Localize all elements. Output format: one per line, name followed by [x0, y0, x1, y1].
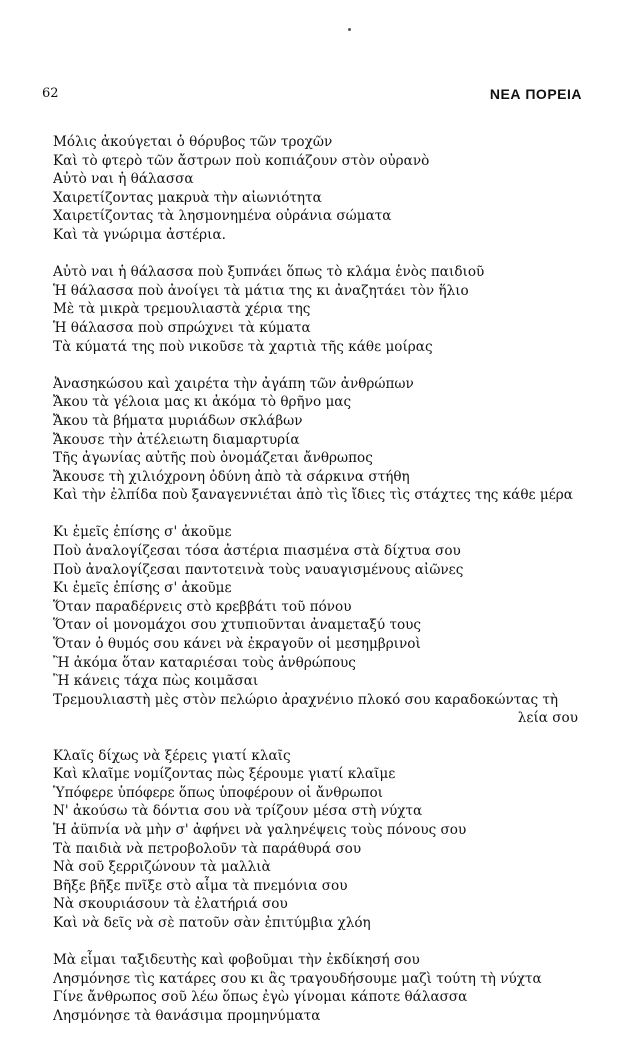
poem-line: Ν' ἀκούσω τὰ δόντια σου νὰ τρίζουν μέσα στὴ νύχτα	[53, 803, 423, 820]
poem-line: Τὰ κύματά της ποὺ νικοῦσε τὰ χαρτιὰ τῆς κάθε μοίρας	[53, 338, 433, 355]
poem-line: Κι ἐμεῖς ἐπίσης σ' ἀκοῦμε	[53, 580, 232, 597]
poem-line: Ἄκουσε τὴ χιλιόχρονη ὀδύνη ἀπὸ τὰ σάρκινα στήθη	[53, 468, 410, 485]
poem-line: Ἀνασηκώσου καὶ χαιρέτα τὴν ἀγάπη τῶν ἀνθρώπων	[53, 375, 414, 392]
poem-line: Κλαῖς δίχως νὰ ξέρεις γιατί κλαῖς	[53, 747, 291, 764]
poem-body	[53, 133, 598, 1044]
poem-line: Ἡ ἀϋπνία νὰ μὴν σ' ἀφήνει νὰ γαληνέψεις τοὺς πόνους σου	[53, 821, 467, 838]
stanza	[53, 523, 598, 728]
poem-line: Λησμόνησε τὶς κατάρες σου κι ἂς τραγουδήσουμε μαζὶ τούτη τὴ νύχτα	[53, 970, 542, 987]
running-title: ΝΕΑ ΠΟΡΕΙΑ	[489, 86, 582, 102]
poem-line: Ἢ κάνεις τάχα πὼς κοιμᾶσαι	[53, 673, 259, 690]
poem-line: Αὐτὸ ναι ἡ θάλασσα ποὺ ξυπνάει ὅπως τὸ κλάμα ἑνὸς παιδιοῦ	[53, 264, 485, 281]
stanza	[53, 263, 598, 356]
poem-line: Λησμόνησε τὰ θανάσιμα προμηνύματα	[53, 1007, 321, 1024]
poem-line: Τὰ παιδιὰ νὰ πετροβολοῦν τὰ παράθυρά σου	[53, 840, 362, 857]
stanza	[53, 375, 598, 505]
poem-line: Ἡ θάλασσα ποὺ ἀνοίγει τὰ μάτια της κι ἀναζητάει τὸν ἥλιο	[53, 282, 469, 299]
poem-line: Ὅταν ὁ θυμός σου κάνει νὰ ἐκραγοῦν οἱ μεσημβρινοὶ	[53, 636, 421, 653]
stanza	[53, 747, 598, 933]
poem-line: Καὶ τὸ φτερὸ τῶν ἄστρων ποὺ κοπιάζουν στὸν οὐρανὸ	[53, 152, 430, 169]
scan-speck	[348, 28, 351, 31]
poem-line: Κι ἐμεῖς ἐπίσης σ' ἀκοῦμε	[53, 524, 232, 541]
poem-line: Ἄκουσε τὴν ἀτέλειωτη διαμαρτυρία	[53, 431, 300, 448]
poem-line: Καὶ τὰ γνώριμα ἀστέρια.	[53, 226, 226, 243]
poem-line: Καὶ κλαῖμε νομίζοντας πὼς ξέρουμε γιατί κλαῖμε	[53, 766, 396, 783]
page-header	[42, 86, 582, 106]
poem-line: Μὰ εἶμαι ταξιδευτὴς καὶ φοβοῦμαι τὴν ἐκδίκησή σου	[53, 952, 420, 969]
poem-line: Αὐτὸ ναι ἡ θάλασσα	[53, 171, 194, 188]
poem-line: Γίνε ἄνθρωπος σοῦ λέω ὅπως ἐγὼ γίνομαι κάποτε θάλασσα	[53, 989, 468, 1006]
poem-line: Ὑπόφερε ὑπόφερε ὅπως ὑποφέρουν οἱ ἄνθρωποι	[53, 784, 383, 801]
poem-line: Ἄκου τὰ γέλοια μας κι ἀκόμα τὸ θρῆνο μας	[53, 394, 352, 411]
poem-line: Χαιρετίζοντας τὰ λησμονημένα οὐράνια σώματα	[53, 208, 392, 225]
poem-line: Τῆς ἀγωνίας αὐτῆς ποὺ ὀνομάζεται ἄνθρωπος	[53, 450, 373, 467]
poem-line-continuation: λεία σου	[517, 710, 578, 727]
poem-line: Ἢ ἀκόμα ὅταν καταριέσαι τοὺς ἀνθρώπους	[53, 654, 356, 671]
poem-line: Ποὺ ἀναλογίζεσαι τόσα ἀστέρια πιασμένα στὰ δίχτυα σου	[53, 543, 461, 560]
page-number: 62	[42, 86, 59, 101]
poem-line: Ποὺ ἀναλογίζεσαι παντοτεινὰ τοὺς ναυαγισμένους αἰῶνες	[53, 561, 464, 578]
poem-line: Νὰ σκουριάσουν τὰ ἐλατήριά σου	[53, 896, 288, 913]
poem-line: Καὶ νὰ δεῖς νὰ σὲ πατοῦν σὰν ἐπιτύμβια χλόη	[53, 914, 371, 931]
poem-line: Καὶ τὴν ἐλπίδα ποὺ ξαναγεννιέται ἀπὸ τὶς ἴδιες τὶς στάχτες της κάθε μέρα	[53, 487, 573, 504]
poem-line: Νὰ σοῦ ξερριζώνουν τὰ μαλλιὰ	[53, 859, 271, 876]
poem-line: Ὅταν οἱ μονομάχοι σου χτυπιοῦνται ἀναμεταξύ τους	[53, 617, 422, 634]
poem-line: Ἡ θάλασσα ποὺ σπρώχνει τὰ κύματα	[53, 319, 311, 336]
stanza	[53, 133, 598, 245]
poem-line: Βῆξε βῆξε πνῖξε στὸ αἷμα τὰ πνεμόνια σου	[53, 877, 348, 894]
poem-line: Ἄκου τὰ βήματα μυριάδων σκλάβων	[53, 412, 303, 429]
poem-line: Μὲ τὰ μικρὰ τρεμουλιαστὰ χέρια της	[53, 301, 311, 318]
stanza	[53, 951, 598, 1025]
poem-line: Χαιρετίζοντας μακρυὰ τὴν αἰωνιότητα	[53, 189, 322, 206]
poem-line: Μόλις ἀκούγεται ὁ θόρυβος τῶν τροχῶν	[53, 134, 333, 150]
poem-line: Τρεμουλιαστὴ μὲς στὸν πελώριο ἀραχνένιο πλοκό σου καραδοκώντας τὴ	[53, 691, 559, 708]
poem-line: Ὅταν παραδέρνεις στὸ κρεββάτι τοῦ πόνου	[53, 598, 352, 615]
